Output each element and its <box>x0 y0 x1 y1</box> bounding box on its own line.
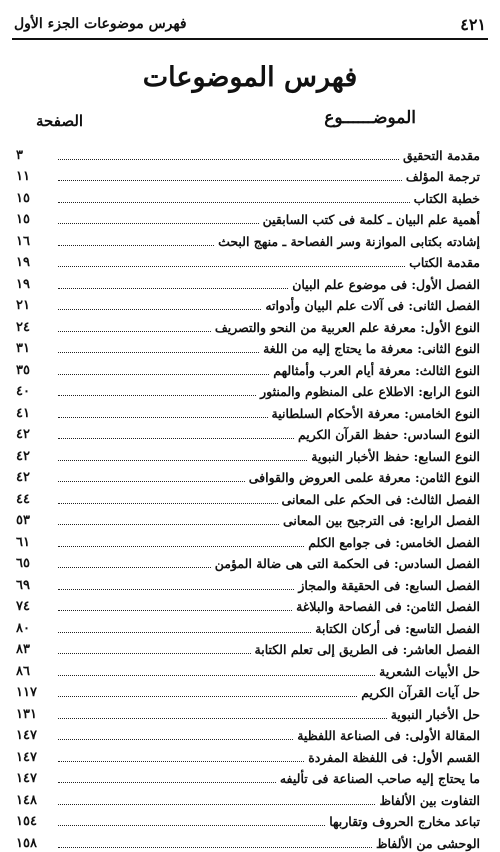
toc-entry-page: ٨٦ <box>16 663 30 679</box>
dot-leader <box>58 374 269 375</box>
dot-leader <box>58 761 304 762</box>
toc-entry-title: الفصل الثالث: فى الحكم على المعانى <box>281 491 480 507</box>
toc-entry-page: ٢٤ <box>16 319 30 335</box>
dot-leader <box>58 460 307 461</box>
toc-entry <box>16 486 480 508</box>
toc-entry-title: النوع الرابع: الاطلاع على المنظوم والمنثور <box>260 384 480 399</box>
toc-entry <box>16 400 480 422</box>
toc-entry <box>16 336 480 358</box>
toc-entry-page: ٤٢ <box>16 470 30 485</box>
toc-entry <box>16 250 480 272</box>
dot-leader <box>58 223 259 224</box>
dot-leader <box>58 159 399 160</box>
dot-leader <box>58 825 325 826</box>
toc-entry-title: الفصل الخامس: فى جوامع الكلم <box>308 534 480 550</box>
toc-entry-page: ٣١ <box>16 341 30 356</box>
page-title: فهرس الموضوعات <box>142 62 358 93</box>
dot-leader <box>58 632 311 633</box>
toc-entry <box>16 830 480 852</box>
toc-entry-page: ٤٠ <box>16 384 30 399</box>
dot-leader <box>58 503 278 504</box>
toc-entry <box>16 207 480 229</box>
toc-entry-page: ١٤٧ <box>16 728 37 743</box>
toc-entry <box>16 422 480 444</box>
toc-entry-title: النوع السادس: حفظ القرآن الكريم <box>297 427 480 442</box>
dot-leader <box>58 589 294 590</box>
toc-entry-page: ١٤٧ <box>16 771 37 786</box>
toc-entry <box>16 164 480 186</box>
toc-entry-title: مقدمة الكتاب <box>409 255 480 270</box>
toc-entry <box>16 594 480 616</box>
toc-entry-title: النوع الخامس: معرفة الأحكام السلطانية <box>271 405 480 421</box>
dot-leader <box>58 438 294 439</box>
dot-leader <box>58 567 211 568</box>
toc-entry <box>16 615 480 637</box>
toc-entry-page: ١٥ <box>16 212 30 227</box>
toc-entry <box>16 271 480 293</box>
dot-leader <box>58 546 304 547</box>
toc-entry-title: الوحشى من الألفاظ <box>375 835 480 851</box>
dot-leader <box>58 395 256 396</box>
toc-entry-title: ترجمة المؤلف <box>405 169 480 184</box>
toc-entry-page: ٨٣ <box>16 642 30 657</box>
toc-entry-page: ٧٤ <box>16 599 30 614</box>
dot-leader <box>58 847 372 848</box>
toc-entry-page: ١٩ <box>16 276 30 292</box>
toc-entry <box>16 508 480 530</box>
toc-entry <box>16 529 480 551</box>
dot-leader <box>58 309 261 310</box>
toc-entry-page: ٦٩ <box>16 577 30 593</box>
running-header <box>14 12 486 36</box>
dot-leader <box>58 524 279 525</box>
column-headers <box>14 108 486 136</box>
dot-leader <box>58 266 405 267</box>
dot-leader <box>58 481 245 482</box>
dot-leader <box>58 352 259 353</box>
toc-entry-title: المقالة الأولى: فى الصناعة اللفظية <box>297 728 480 743</box>
toc-entry-title: النوع الأول: معرفة علم العربية من النحو والتصريف <box>214 319 480 335</box>
toc-entry <box>16 658 480 680</box>
toc-entry <box>16 314 480 336</box>
toc-entry-title: حل الأبيات الشعرية <box>379 663 480 679</box>
dot-leader <box>58 696 357 697</box>
toc-entry-title: القسم الأول: فى اللفظة المفردة <box>308 749 480 765</box>
page-number: ٤٢١ <box>460 14 486 34</box>
toc-entry <box>16 637 480 659</box>
toc-entry-title: مقدمة التحقيق <box>403 147 480 163</box>
toc-entry-page: ٤٤ <box>16 491 30 507</box>
toc-entry-title: ما يحتاج إليه صاحب الصناعة فى تأليفه <box>279 771 480 786</box>
dot-leader <box>58 202 410 203</box>
toc-entry-title: الفصل السابع: فى الحقيقة والمجاز <box>298 577 480 593</box>
toc-entry-title: النوع الثامن: معرفة علمى العروض والقوافى <box>248 470 480 485</box>
toc-entry-title: تباعد مخارج الحروف وتقاربها <box>329 814 480 829</box>
toc-entry-title: التفاوت بين الألفاظ <box>379 792 480 808</box>
toc-entry-title: الفصل الثانى: فى آلات علم البيان وأدواته <box>265 298 480 313</box>
toc-entry-title: حل آيات القرآن الكريم <box>361 685 480 700</box>
toc-entry-page: ٢١ <box>16 298 30 313</box>
toc-entry-page: ١٤٨ <box>16 792 37 808</box>
toc-entry-title: الفصل السادس: فى الحكمة التى هى ضالة المؤمن <box>214 556 480 571</box>
dot-leader <box>58 782 276 783</box>
dot-leader <box>58 180 402 181</box>
toc-entry <box>16 787 480 809</box>
toc-entry-page: ٥٣ <box>16 513 30 528</box>
dot-leader <box>58 331 211 332</box>
toc-entry <box>16 744 480 766</box>
toc-entry-page: ١٩ <box>16 255 30 270</box>
toc-entry <box>16 572 480 594</box>
toc-entry-page: ٤١ <box>16 405 30 421</box>
toc-entry <box>16 443 480 465</box>
toc-entry-page: ٤٢ <box>16 448 30 464</box>
toc-entry-page: ٣ <box>16 147 23 163</box>
table-of-contents <box>16 142 480 852</box>
dot-leader <box>58 804 375 805</box>
toc-entry <box>16 766 480 788</box>
toc-entry-title: أهمية علم البيان ـ كلمة فى كتب السابقين <box>262 212 480 227</box>
toc-entry <box>16 293 480 315</box>
toc-entry-page: ١٥٨ <box>16 835 37 851</box>
dot-leader <box>58 739 293 740</box>
toc-entry-page: ٨٠ <box>16 620 30 636</box>
dot-leader <box>58 417 268 418</box>
toc-entry <box>16 680 480 702</box>
toc-entry <box>16 379 480 401</box>
toc-entry-page: ٦٥ <box>16 556 30 571</box>
topic-column-header: الموضــــــوع <box>324 108 416 128</box>
dot-leader <box>58 653 251 654</box>
dot-leader <box>58 610 292 611</box>
toc-entry-page: ١٥٤ <box>16 814 37 829</box>
toc-entry-title: النوع الثانى: معرفة ما يحتاج إليه من اللغة <box>263 341 480 356</box>
toc-entry <box>16 465 480 487</box>
toc-entry-page: ٣٥ <box>16 362 30 378</box>
toc-entry-page: ١٦ <box>16 233 30 249</box>
toc-entry-title: حل الأخبار النبوية <box>390 706 480 722</box>
toc-entry-title: الفصل الأول: فى موضوع علم البيان <box>292 276 480 292</box>
toc-entry <box>16 142 480 164</box>
toc-entry-page: ٦١ <box>16 534 30 550</box>
header-rule <box>12 38 488 40</box>
toc-entry <box>16 228 480 250</box>
toc-entry-page: ١٣١ <box>16 706 37 722</box>
toc-entry-title: إشادته بكتابى الموازنة وسر الفصاحة ـ منهج البحث <box>218 233 480 249</box>
toc-entry-title: الفصل الثامن: فى الفصاحة والبلاغة <box>296 599 480 614</box>
toc-entry-page: ١١ <box>16 169 30 184</box>
running-header-title: فهرس موضوعات الجزء الأول <box>14 16 187 32</box>
toc-entry-title: النوع الثالث: معرفة أيام العرب وأمثالهم <box>273 362 480 378</box>
toc-entry-title: الفصل التاسع: فى أركان الكتابة <box>315 620 480 636</box>
toc-entry <box>16 551 480 573</box>
toc-entry-page: ١١٧ <box>16 685 37 700</box>
dot-leader <box>58 675 375 676</box>
dot-leader <box>58 718 387 719</box>
toc-entry <box>16 723 480 745</box>
toc-entry <box>16 809 480 831</box>
toc-entry-title: الفصل العاشر: فى الطريق إلى تعلم الكتابة <box>254 642 480 657</box>
toc-entry-title: خطبة الكتاب <box>413 190 480 206</box>
toc-entry-title: النوع السابع: حفظ الأخبار النبوية <box>311 448 480 464</box>
dot-leader <box>58 245 214 246</box>
dot-leader <box>58 288 288 289</box>
toc-entry-page: ٤٢ <box>16 427 30 442</box>
toc-entry-page: ١٥ <box>16 190 30 206</box>
toc-entry-title: الفصل الرابع: فى الترجيح بين المعانى <box>283 513 480 528</box>
page-column-header: الصفحة <box>36 112 84 130</box>
toc-entry <box>16 357 480 379</box>
toc-entry <box>16 185 480 207</box>
toc-entry-page: ١٤٧ <box>16 749 37 765</box>
toc-entry <box>16 701 480 723</box>
